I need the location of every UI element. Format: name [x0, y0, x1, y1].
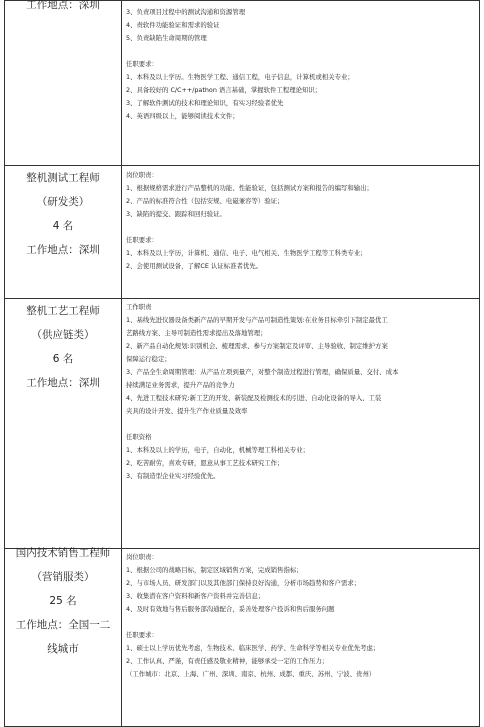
job-title: 整机工艺工程师 — [26, 305, 100, 317]
requirement-line: 2、具备较好的 C/C++/pathon 语言基础，掌握软件工程理论知识； — [126, 86, 322, 94]
responsibility-line: 艺路线方案、主导可制造性需求提出及落地管理； — [126, 329, 267, 337]
job-detail-cell — [122, 299, 480, 549]
job-summary-cell — [5, 549, 122, 727]
requirements-heading: 任职要求： — [126, 236, 158, 244]
requirement-line: 2、会使用测试设备，了解CE 认证标准者优先。 — [126, 262, 263, 270]
job-row — [5, 299, 480, 549]
job-department: （供应链类） — [31, 329, 95, 341]
responsibility-line: 3、产品全生命周期管理：从产品立项到量产，对整个制造过程进行管理，确保质量、交付、成本 — [126, 368, 399, 376]
job-row — [5, 1, 480, 166]
job-department: （研发类） — [36, 196, 90, 208]
job-summary-cell — [5, 166, 122, 299]
job-row — [5, 166, 480, 299]
requirement-line: 3、有制造型企业实习经验优先。 — [126, 472, 220, 480]
requirement-line: 4、英语四级以上，能够阅读技术文件； — [126, 112, 239, 120]
job-location-line2: 线城市 — [47, 643, 79, 655]
job-title: 国内技术销售工程师 — [15, 547, 111, 559]
responsibility-line: 5、负责缺陷生命周期的管理 — [126, 34, 207, 42]
job-location: 工作地点：深圳 — [26, 377, 100, 389]
requirements-heading: 任职要求： — [126, 631, 158, 639]
job-title: 整机测试工程师 — [26, 172, 100, 184]
responsibility-line: 3、负责项目过程中的测试沟通和资源管理 — [126, 8, 246, 16]
responsibility-line: 4、责软件功能验证和需求的验证 — [126, 21, 220, 29]
requirement-line: 1、本科及以上学历。生物医学工程、通信工程，电子信息，计算机或相关专业； — [126, 73, 354, 81]
requirement-line: （工作城市：北京、上海、广州、深圳、南京、杭州、成都、重庆、苏州、宁波、贵州） — [126, 670, 376, 678]
job-detail-cell — [122, 549, 480, 727]
responsibility-line: 夹具的设计开发、提升生产作业质量及效率 — [126, 407, 248, 415]
job-summary-cell — [5, 1, 122, 166]
requirement-line: 3、了解软件测试的技术和理论知识，有实习经验者优先 — [126, 99, 284, 107]
job-location: 工作地点：深圳 — [26, 244, 100, 256]
requirements-heading: 任职要求： — [126, 60, 158, 68]
job-headcount: 4 名 — [52, 220, 74, 232]
requirement-line: 1、本科及以上学历，计算机、通信、电子、电气相关、生物医学工程等工科类专业； — [126, 249, 367, 257]
responsibilities-heading: 岗位职责： — [126, 553, 158, 561]
job-headcount: 6 名 — [52, 353, 74, 365]
requirement-line: 2、吃苦耐劳，喜欢专研，愿意从事工艺技术研究工作； — [126, 459, 284, 467]
job-location: 工作地点：全国一二 — [15, 619, 111, 631]
responsibility-line: 3、收集潜在客户资料和新客户资料并完善信息； — [126, 592, 265, 600]
recruitment-table — [4, 0, 480, 727]
responsibility-line: 1、根据公司的战略目标，制定区域销售方案，完成销售指标； — [126, 566, 303, 574]
responsibility-line: 保障运行稳定； — [126, 355, 171, 363]
job-row — [5, 549, 480, 727]
job-location: 工作地点：深圳 — [26, 0, 100, 11]
responsibilities-heading: 工作职责 — [126, 303, 152, 311]
responsibility-line: 1、基线先进仪器设备类新产品的早期开发与产品可制造性策划:在业务目标牵引下制定最优工 — [126, 316, 388, 324]
responsibility-line: 3、缺陷的提交、跟踪和回归验证。 — [126, 210, 226, 218]
responsibilities-heading: 岗位职责： — [126, 171, 158, 179]
job-summary-cell — [5, 299, 122, 549]
responsibility-line: 2、产品的标准符合性（包括安规、电磁兼容等）验证； — [126, 197, 284, 205]
responsibility-line: 持续满足业务需求，提升产品的竞争力 — [126, 381, 235, 389]
job-detail-cell — [122, 166, 480, 299]
job-department: （营销服类） — [31, 571, 95, 583]
responsibility-line: 2、新产品自动化规划:识别机会、梳理需求、参与方案制定及评审、主导验收、制定维护方案 — [126, 342, 388, 350]
responsibility-line: 1、根据规格需求进行产品整机的功能、性能验证，包括测试方案和报告的编写和输出； — [126, 184, 373, 192]
job-headcount: 25 名 — [49, 595, 77, 607]
responsibility-line: 2、与市场人员、研发部门以及其他部门保持良好沟通，分析市场趋势和客户需求； — [126, 579, 361, 587]
requirement-line: 1、硕士以上学历优先考虑，生物技术、临床医学、药学、生命科学等相关专业优先考虑； — [126, 644, 380, 652]
responsibility-line: 4、先进工程技术研究:新工艺的开发、新装配及检测技术的引进、自动化设备的导入、工装 — [126, 394, 382, 402]
requirements-heading: 任职资格 — [126, 433, 152, 441]
requirement-line: 2、工作认真、严谨，有责任感及敬业精神，能够承受一定的工作压力； — [126, 657, 329, 665]
responsibility-line: 4、及时有效地与售后服务部沟通配合，妥善处理客户投诉和售后服务问题 — [126, 605, 335, 613]
requirement-line: 1、本科及以上的学历，电子，自动化，机械等理工科相关专业； — [126, 446, 310, 454]
job-detail-cell — [122, 1, 480, 166]
